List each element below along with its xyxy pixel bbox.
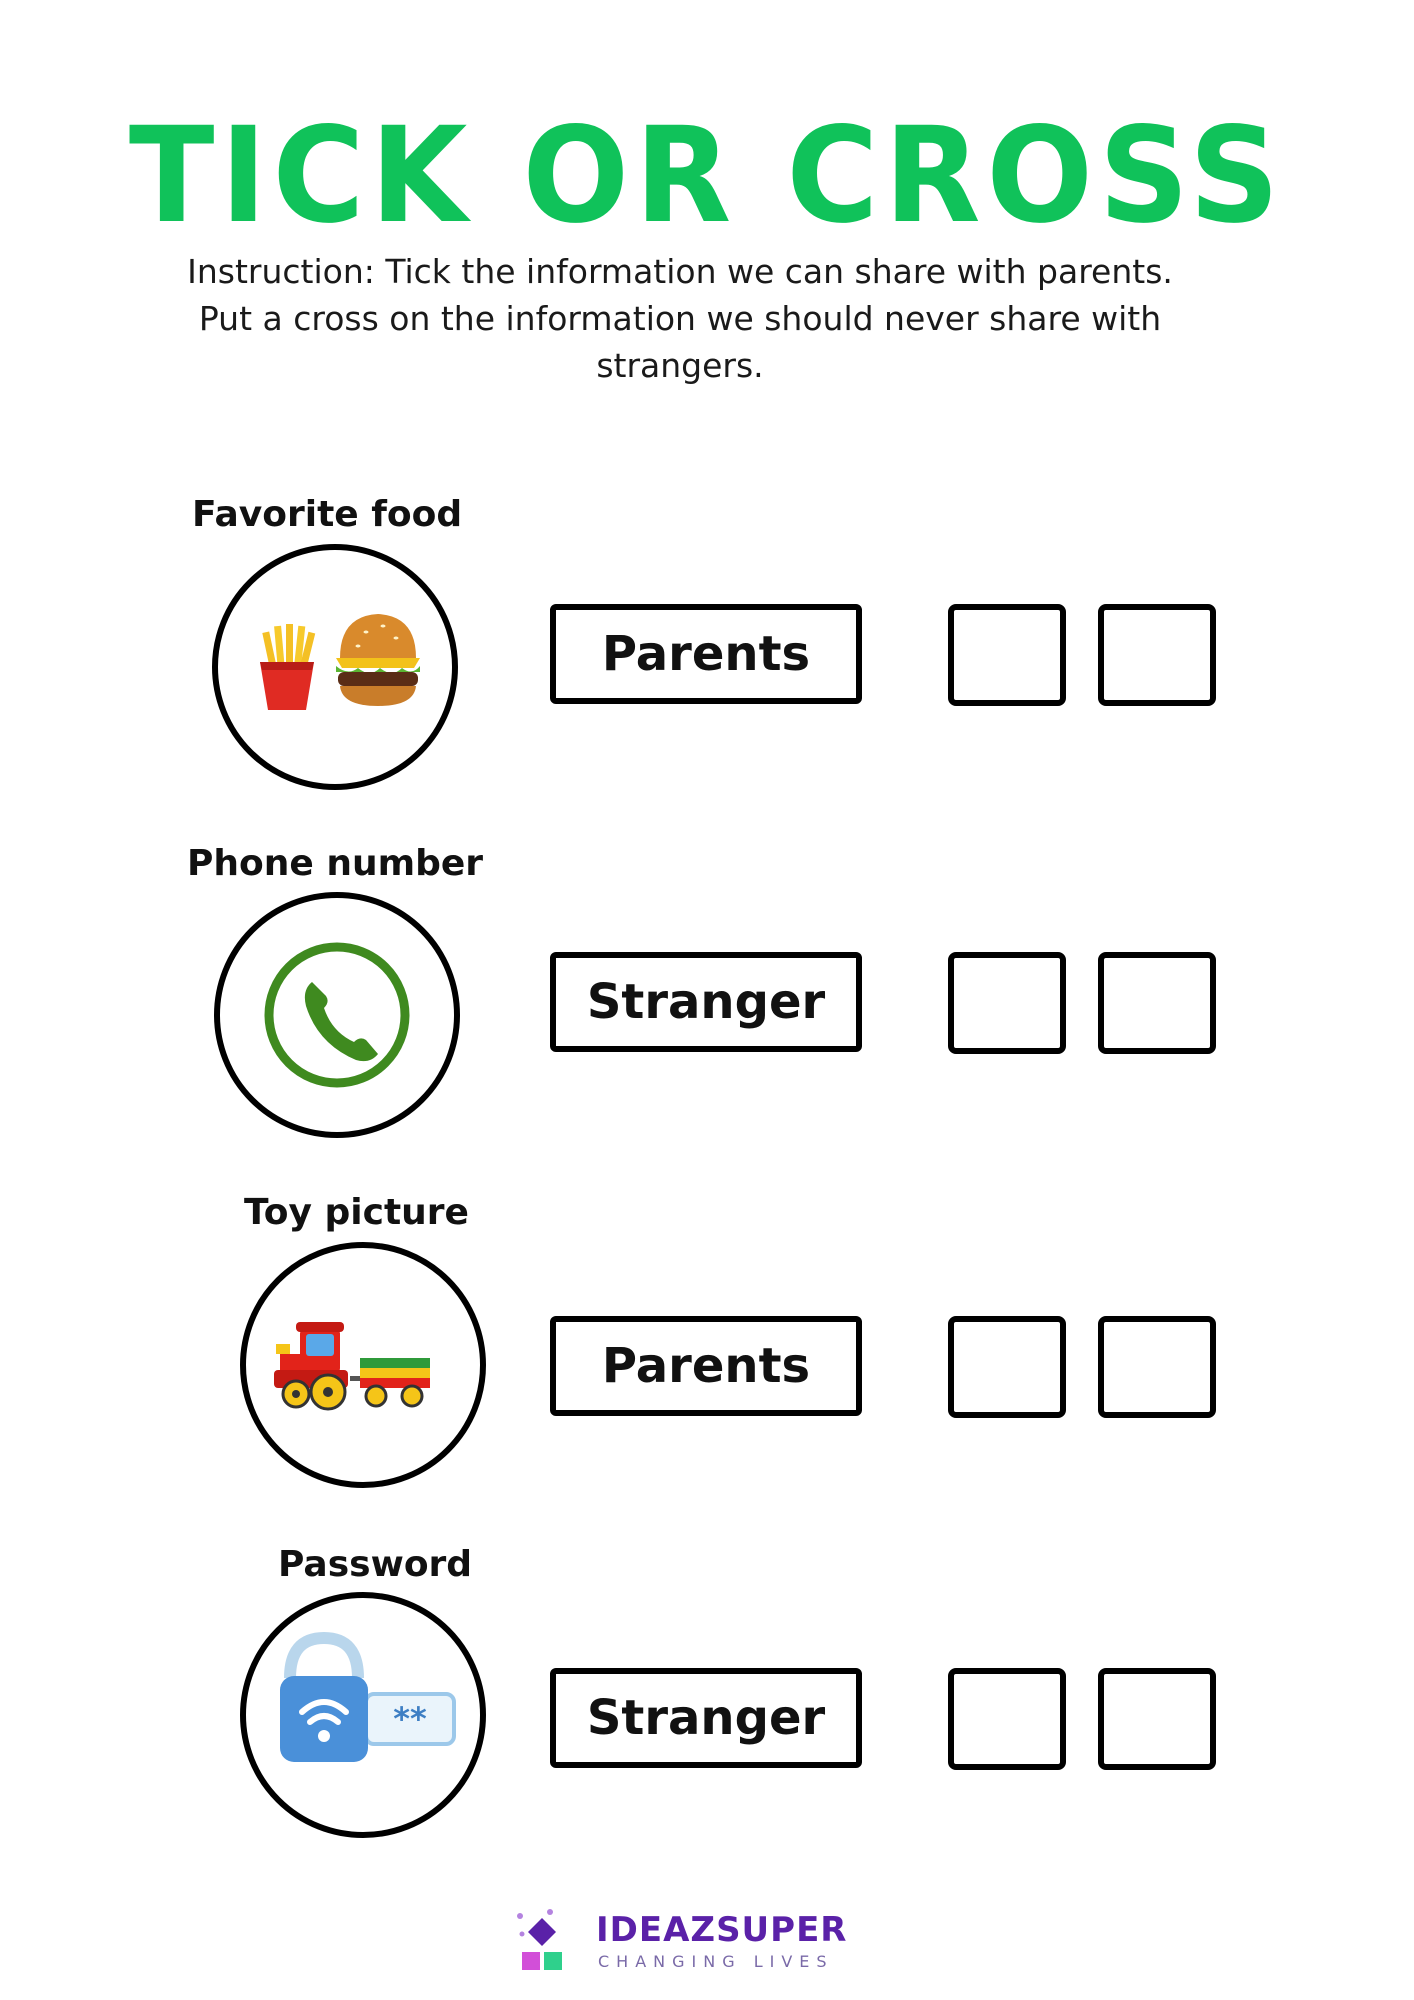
row-label-toy-picture: Toy picture [244,1192,469,1233]
row-label-password: Password [278,1544,473,1585]
cross-checkbox-phone-number[interactable] [1098,952,1216,1054]
image-circle-favorite-food [212,544,458,790]
toy-train-icon [246,1248,480,1482]
logo-name: IDEAZSUPER [596,1910,848,1950]
image-circle-toy-picture [240,1242,486,1488]
audience-box-phone-number: Stranger [550,952,862,1052]
image-circle-password [240,1592,486,1838]
cross-checkbox-toy-picture[interactable] [1098,1316,1216,1418]
audience-box-toy-picture: Parents [550,1316,862,1416]
svg-text:**: ** [393,1700,427,1738]
audience-box-favorite-food: Parents [550,604,862,704]
tick-checkbox-password[interactable] [948,1668,1066,1770]
brand-logo [512,1906,872,1976]
logo-mark-icon [512,1906,582,1976]
page-title: TICK OR CROSS [128,99,1286,253]
cross-checkbox-password[interactable] [1098,1668,1216,1770]
instruction-text: Instruction: Tick the information we can share with parents. Put a cross on the information we should never share with strangers. [187,252,1173,385]
row-label-favorite-food: Favorite food [192,494,463,535]
row-label-phone-number: Phone number [187,843,484,884]
tick-checkbox-favorite-food[interactable] [948,604,1066,706]
audience-box-password: Stranger [550,1668,862,1768]
phone-icon [220,898,454,1132]
cross-checkbox-favorite-food[interactable] [1098,604,1216,706]
password-lock-icon [246,1598,480,1832]
image-circle-phone-number [214,892,460,1138]
logo-tagline: CHANGING LIVES [598,1952,834,1971]
fries-burger-icon [218,550,452,784]
tick-checkbox-toy-picture[interactable] [948,1316,1066,1418]
tick-checkbox-phone-number[interactable] [948,952,1066,1054]
